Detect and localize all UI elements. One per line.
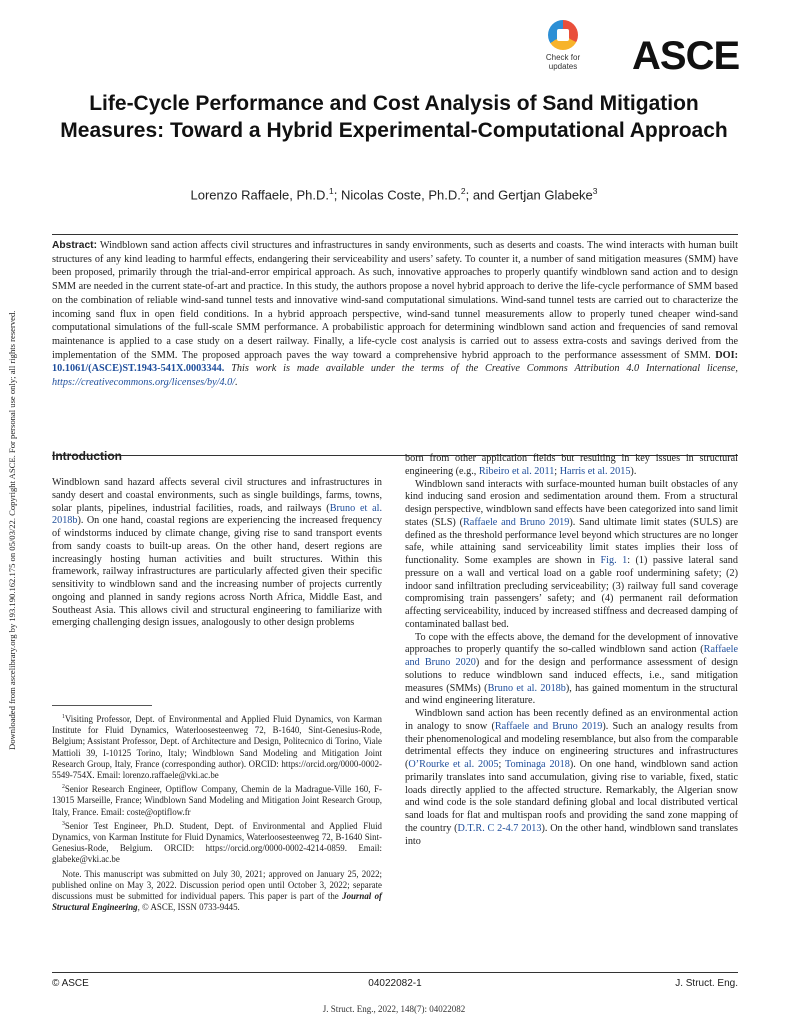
license-text: This work is made available under the terms of the Creative Commons Attribution 4.0 International license, <box>231 363 738 375</box>
abstract-label: Abstract: <box>52 240 97 251</box>
badge-line2: updates <box>548 62 578 71</box>
citation-link[interactable]: Tominaga 2018 <box>504 759 570 770</box>
citation-link[interactable]: Ribeiro et al. 2011 <box>478 465 555 477</box>
footnotes <box>52 712 382 914</box>
author-2: Nicolas Coste, Ph.D. <box>340 187 461 203</box>
citation-link[interactable]: D.T.R. C 2-4.7 2013 <box>457 822 542 834</box>
doi-label: DOI: <box>715 349 739 361</box>
citation-link[interactable]: Harris et al. 2015 <box>559 465 631 477</box>
license-link[interactable]: https://creativecommons.org/licenses/by/4.0/ <box>52 377 236 389</box>
footnote-divider <box>52 705 152 706</box>
right-column <box>405 453 738 848</box>
paragraph: Windblown sand interacts with surface-mounted human built obstacles of any kind inducing sand erosion and sedimentation around them. From a structural design perspective, windblown sand effects have been categorized into sand limit states (SLS) (Raffaele and Bruno 2019). Sand ultimate limit states (SULS) are defined as the threshold performance level beyond which structures are no longer safe, while attaining sand serviceability limit states implies their loss of functionality. Some examples are shown in Fig. 1: (1) passive lateral sand pressure on a wall and vertical load on a gable roof undermining safety; (2) indoor sand infiltration precluding serviceability; (3) railway full sand coverage compromising train passengers’ safety; and (4) permanent rail deformation affecting serviceability, induced by increased stiffness and decreased damping of contaminated ballast bed. <box>405 478 738 630</box>
figure-link[interactable]: Fig. 1 <box>600 555 628 566</box>
check-for-updates-badge[interactable] <box>535 20 591 78</box>
section-heading-introduction: Introduction <box>52 449 122 463</box>
citation-link[interactable]: Bruno et al. 2018b <box>52 502 382 527</box>
manuscript-note: Note. This manuscript was submitted on July 30, 2021; approved on January 25, 2022; published online on May 3, 2022. Discussion period open until October 3, 2022; separate discussions must be submitted for individual papers. This paper is part of the Journal of Structural Engineering, © ASCE, ISSN 0733-9445. <box>52 868 383 913</box>
paragraph: Windblown sand hazard affects several civil structures and infrastructures in sandy desert and coastal environments, such as single buildings, farms, towns, solar plants, pipelines, industrial facilities, roads, and railways (Bruno et al. 2018b). On one hand, coastal regions are experiencing the increased frequency of windstorms induced by climate change, giving rise to sand transport events from sandy coasts to built-up areas. On the other hand, desert regions are increasingly hosting human activities and built structures. Within this framework, railway infrastructures are particularly affected given their specific sensitivity to windblown sand and the increasing number of projects currently ongoing and planned in sandy regions across North Africa, Middle East, and Southeast Asia. This allows civil and structural engineering to familiarize with emerging challenging design issues, analogously to other design problems <box>52 477 382 629</box>
left-column <box>52 449 382 630</box>
abstract-text: Windblown sand action affects civil structures and infrastructures in sandy environments, such as deserts and coasts. The wind interacts with human built structures of any kind leading to harmful effects, endangering their serviceability and users’ safety. To counter it, a number of sand mitigation measures (SMM) have been proposed, primarily through the trial-and-error empirical approach. As such, innovative approaches to properly quantify windblown sand action and to design SMM are needed in the current state-of-art and practice. In this study, the authors propose a novel hybrid approach to derive the life-cycle performance of SMM based on the combination of reliable wind-sand tunnel tests and innovative wind-sand computational simulations. Wind-sand tunnel tests are carried out to characterize the incoming sand flux in open field conditions. In a hybrid approach perspective, wind-sand tunnel measurements allow to properly tuned cheaper wind-sand computational simulations of the full-scale SMM performance. A probabilistic approach for determining windblown sand action and frequencies of sand removal maintenance is applied to a case study on a desert railway. Finally, a life-cycle cost analysis is carried out to assess extra-costs and savings derived from the implementation of the SMM. The proposed approach paves the way toward a comprehensive hybrid approach to the performance assessment of SMM. <box>52 240 738 361</box>
asce-logo: ASCE <box>632 34 740 78</box>
author-3: Gertjan Glabeke <box>498 187 593 203</box>
article-title: Life-Cycle Performance and Cost Analysis of Sand Mitigation Measures: Toward a Hybrid Experimental-Computational Approach <box>60 92 728 142</box>
doi-link[interactable]: 10.1061/(ASCE)ST.1943-541X.0003344. <box>52 363 225 375</box>
footer-journal: J. Struct. Eng. <box>675 978 738 989</box>
download-notice: Downloaded from ascelibrary.org by 193.190.162.175 on 05/03/22. Copyright ASCE. For personal use only; all rights reserved. <box>7 310 17 750</box>
footer-copyright: © ASCE <box>52 978 89 989</box>
citation-link[interactable]: Raffaele and Bruno 2020 <box>405 644 738 668</box>
citation-link[interactable]: O’Rourke et al. 2005 <box>408 759 499 770</box>
footer-divider <box>52 972 738 973</box>
citation-link[interactable]: Raffaele and Bruno 2019 <box>463 516 570 528</box>
check-updates-icon <box>548 20 578 50</box>
citation-link[interactable]: Bruno et al. 2018b <box>487 682 566 694</box>
citation-line: J. Struct. Eng., 2022, 148(7): 04022082 <box>322 1004 466 1014</box>
paragraph: To cope with the effects above, the demand for the development of innovative approaches to properly quantify the so-called windblown sand action (Raffaele and Bruno 2020) and for the design and performance assessment of design solutions to reduce windblown sand induced effects, i.e., sand mitigation measures (SMMs) (Bruno et al. 2018b), has gained momentum in the structural and wind engineering literature. <box>405 631 738 707</box>
author-line: Lorenzo Raffaele, Ph.D.$^1$; Nicolas Coste, Ph.D.$^2$; and Gertjan Glabeke$^3$ <box>190 186 598 203</box>
footer-page-id: 04022082-1 <box>368 978 422 989</box>
paragraph: born from other application fields but resulting in key issues in structural engineering (e.g., Ribeiro et al. 2011; Harris et al. 2015). <box>405 453 738 477</box>
footnote-2: $^2$Senior Research Engineer, Optiflow Company, Chemin de la Madrague-Ville 160, F-13015 Marseille, France; Windblown Sand Modeling and Mitigation Joint Research Group, Italy, France. Email: coste@optiflow.fr <box>52 784 382 817</box>
author-1: Lorenzo Raffaele, Ph.D. <box>190 187 330 203</box>
footnote-3: $^3$Senior Test Engineer, Ph.D. Student, Dept. of Environmental and Applied Fluid Dynamics, von Karman Institute for Fluid Dynamics, Waterloosesteenweg 72, B-1640 Sint-Genesius-Rode, Belgium. ORCID: https://orcid.org/0000-0002-4214-0859. Email: glabeke@vki.ac.be <box>52 820 382 865</box>
badge-line1: Check for <box>545 53 581 62</box>
abstract: Abstract: Windblown sand action affects civil structures and infrastructures in sandy environments, such as deserts and coasts. The wind interacts with human built structures of any kind leading to harmful effects, endangering their serviceability and users’ safety. To counter it, a number of sand mitigation measures (SMM) have been proposed, primarily through the trial-and-error empirical approach. As such, innovative approaches to properly quantify windblown sand action and to design SMM are needed in the current state-of-art and practice. In this study, the authors propose a novel hybrid approach to derive the life-cycle performance of SMM based on the combination of reliable wind-sand tunnel tests and innovative wind-sand computational simulations. Wind-sand tunnel tests are carried out to characterize the incoming sand flux in open field conditions. In a hybrid approach perspective, wind-sand tunnel measurements allow to properly tuned cheaper wind-sand computational simulations of the full-scale SMM performance. A probabilistic approach for determining windblown sand action and frequencies of sand removal maintenance is applied to a case study on a desert railway. Finally, a life-cycle cost analysis is carried out to assess extra-costs and savings derived from the implementation of the SMM. The proposed approach paves the way toward a comprehensive hybrid approach to the performance assessment of SMM. DOI: 10.1061/(ASCE)ST.1943-541X.0003344. This work is made available under the terms of the Creative Commons Attribution 4.0 International license, https://creativecommons.org/licenses/by/4.0/. <box>52 240 739 389</box>
paragraph: Windblown sand action has been recently defined as an environmental action in analogy to snow (Raffaele and Bruno 2019). Such an analogy results from their phenomenological and modeling resemblance, but also from the comparable detrimental effects they induce on engineering structures and infrastructures (O’Rourke et al. 2005; Tominaga 2018). On one hand, windblown sand action primarily translates into sand accumulation, giving rise to variable, fixed, static loads directly applied to the affected structure. Remarkably, the Algerian snow and wind code is the sole standard defining global and local distributed vertical sand loads for flat and multispan roofs and providing the sand zone mapping of the country (D.T.R. C 2-4.7 2013). On the other hand, windblown sand translates into <box>405 708 738 847</box>
footnote-1: $^1$Visiting Professor, Dept. of Environmental and Applied Fluid Dynamics, von Karman Institute for Fluid Dynamics, Waterloosesteenweg 72, B-1640, Sint-Genesius-Rode, Belgium; Assistant Professor, Dept. of Architecture and Design, Politecnico di Torino, Viale Mattioli 39, I-10125 Torino, Italy; Windblown Sand Modeling and Mitigation Joint Research Group, Italy, France (corresponding author). ORCID: https://orcid.org/0000-0002-5549-754X. Email: lorenzo.raffaele@vki.ac.be <box>52 713 382 780</box>
citation-link[interactable]: Raffaele and Bruno 2019 <box>494 720 603 732</box>
